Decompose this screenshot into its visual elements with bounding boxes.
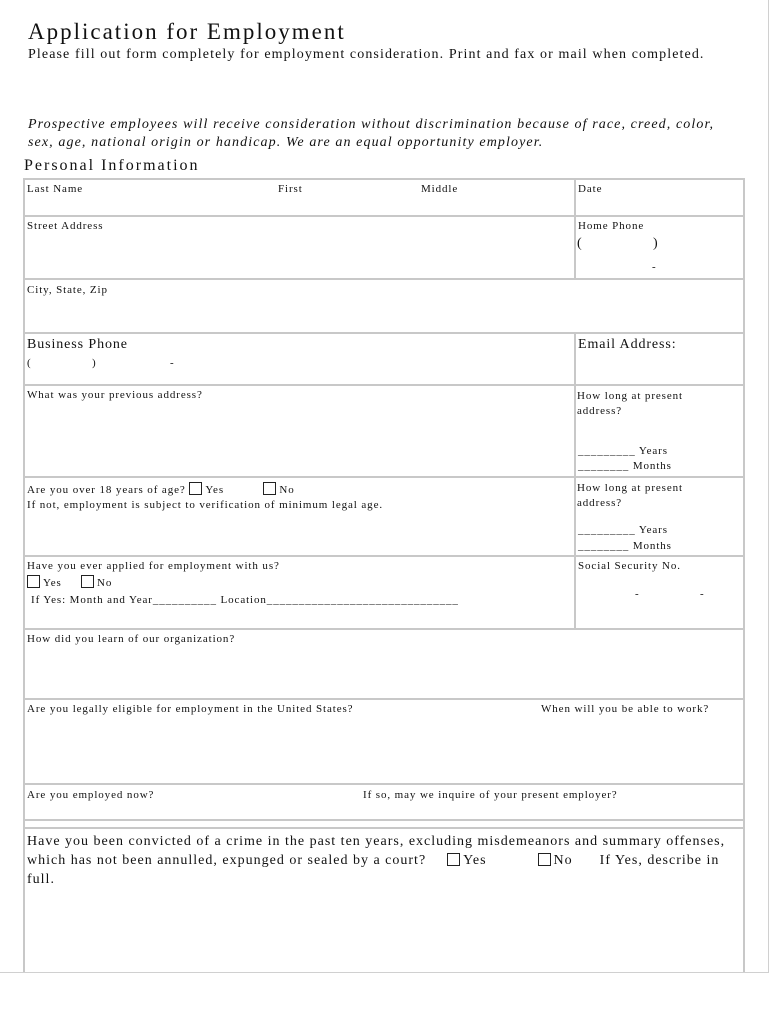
page-title: Application for Employment xyxy=(28,19,346,44)
row-divider xyxy=(23,215,745,217)
ssn-dash-2: - xyxy=(700,588,705,600)
applied-before-yes-label: Yes xyxy=(43,577,62,589)
date-label: Date xyxy=(578,183,603,195)
conviction-question-text: Have you been convicted of a crime in the past ten years, excluding misdemeanors and summary offenses, which has not been annulled, expunged or sealed by a court? xyxy=(27,834,726,868)
row-divider xyxy=(23,698,745,700)
ssn-dash-1: - xyxy=(635,588,640,600)
learn-organization-label: How did you learn of our organization? xyxy=(27,633,236,645)
home-phone-close-paren: ) xyxy=(653,236,659,251)
row-divider xyxy=(23,278,745,280)
column-divider xyxy=(574,178,576,280)
column-divider xyxy=(574,332,576,629)
business-phone-label: Business Phone xyxy=(27,337,128,352)
over-18-yes-label: Yes xyxy=(205,484,225,496)
city-state-zip-label: City, State, Zip xyxy=(27,284,108,296)
months-blank-2: ________ Months xyxy=(578,540,672,552)
equal-opportunity-notice: Prospective employees will receive consideration without discrimination because of race, creed, color, sex, age, national origin or handicap. We are an equal opportunity employer. xyxy=(28,117,715,150)
years-blank-2: _________ Years xyxy=(578,524,668,536)
middle-name-label: Middle xyxy=(421,183,459,195)
conviction-question xyxy=(27,832,739,889)
row-divider xyxy=(23,555,745,557)
row-divider xyxy=(23,819,745,821)
years-blank: _________ Years xyxy=(578,445,668,457)
applied-before-details: If Yes: Month and Year__________ Location______________________________ xyxy=(31,594,459,606)
months-blank: ________ Months xyxy=(578,460,672,472)
over-18-yes-checkbox[interactable] xyxy=(189,482,202,495)
legally-eligible-label: Are you legally eligible for employment in the United States? xyxy=(27,703,354,715)
conviction-no-checkbox[interactable] xyxy=(538,853,551,866)
over-18-no-label: No xyxy=(279,484,295,496)
conviction-no-label: No xyxy=(553,853,573,868)
row-divider xyxy=(23,783,745,785)
home-phone-label: Home Phone xyxy=(578,220,645,232)
applied-before-no-label: No xyxy=(97,577,113,589)
ssn-label: Social Security No. xyxy=(578,560,681,572)
applied-before-question: Have you ever applied for employment with us? xyxy=(27,560,280,572)
business-phone-dash: - xyxy=(170,357,175,369)
inquire-present-employer-label: If so, may we inquire of your present employer? xyxy=(363,789,618,801)
intro-text: Please fill out form completely for employment consideration. Print and fax or mail when completed. xyxy=(28,47,705,62)
section-heading-personal-information: Personal Information xyxy=(24,157,200,174)
over-18-note: If not, employment is subject to verification of minimum legal age. xyxy=(27,499,384,511)
when-able-to-work-label: When will you be able to work? xyxy=(541,703,710,715)
over-18-question xyxy=(27,482,295,496)
row-divider xyxy=(23,384,745,386)
over-18-no-checkbox[interactable] xyxy=(263,482,276,495)
applied-before-no-checkbox[interactable] xyxy=(81,575,94,588)
row-divider xyxy=(23,827,745,829)
business-phone-close-paren: ) xyxy=(92,357,97,369)
applied-before-options xyxy=(27,575,112,589)
email-address-label: Email Address: xyxy=(578,337,677,352)
row-divider xyxy=(23,476,745,478)
how-long-present-address-label: How long at present address? xyxy=(577,390,683,417)
conviction-yes-checkbox[interactable] xyxy=(447,853,460,866)
applied-before-yes-checkbox[interactable] xyxy=(27,575,40,588)
row-divider xyxy=(23,332,745,334)
first-name-label: First xyxy=(278,183,303,195)
business-phone-open-paren: ( xyxy=(27,357,32,369)
street-address-label: Street Address xyxy=(27,220,104,232)
how-long-present-address-label-2: How long at present address? xyxy=(577,482,683,509)
row-divider xyxy=(23,628,745,630)
employed-now-label: Are you employed now? xyxy=(27,789,155,801)
home-phone-dash: - xyxy=(652,261,657,273)
over-18-question-text: Are you over 18 years of age? xyxy=(27,484,186,496)
last-name-label: Last Name xyxy=(27,183,84,195)
home-phone-open-paren: ( xyxy=(577,236,583,251)
conviction-yes-label: Yes xyxy=(463,853,487,868)
previous-address-label: What was your previous address? xyxy=(27,389,203,401)
conviction-describe-instruction: If Yes, describe in full. xyxy=(27,853,720,887)
